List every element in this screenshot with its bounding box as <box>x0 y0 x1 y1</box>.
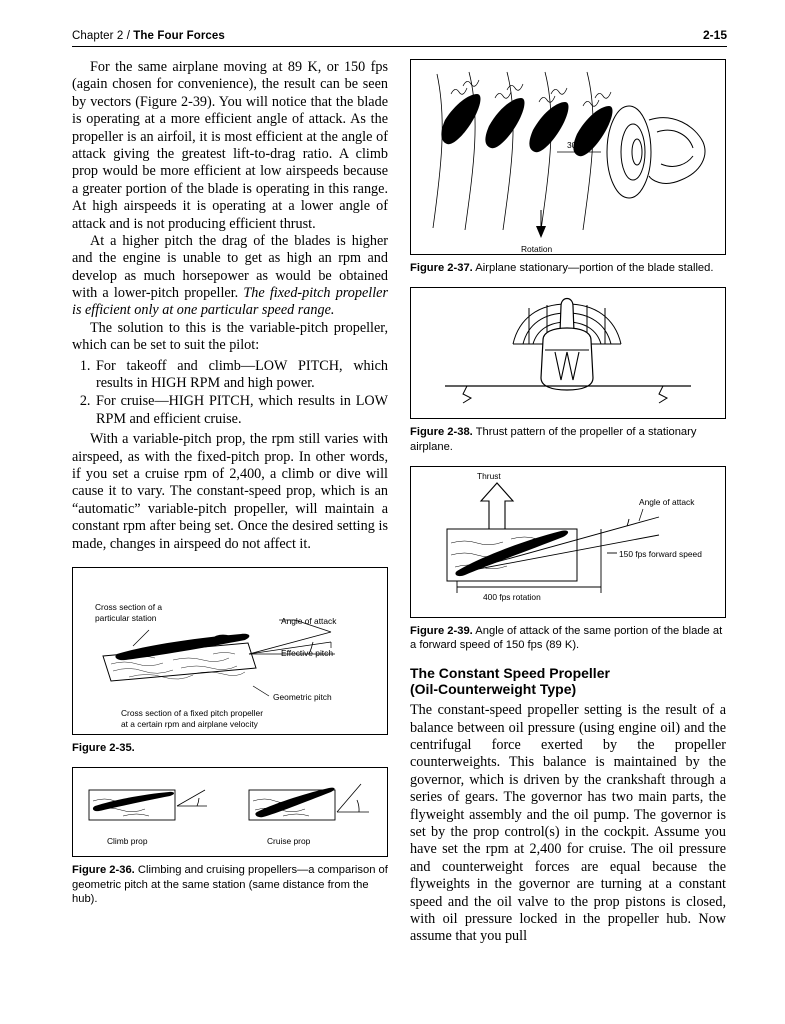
label-rotation: Rotation <box>521 244 553 254</box>
constant-speed-paragraph: The constant-speed propeller setting is the result of a balance between oil pressure (using engine oil) and the centrifugal force exerted by the propeller counterweights. This balance is maintained by the governor, which is driven by the crankshaft through a series of gears. The governor has two main parts, the flyweight assembly and the oil pump. The governor is set by the prop control(s) in the cockpit. Assume you have set the rpm at 2,400 for cruise. The oil pressure and counterweight forces are equal because the flyweights in the governor are turning at a constant speed and the oil valve to the prop pistons is closed, with oil pressure locked in the propeller hub. Now assume that you pull <box>410 702 726 945</box>
left-column <box>72 59 388 946</box>
figure-2-37-label: Figure 2-37. <box>410 262 473 274</box>
header-chapter-number: Chapter 2 / <box>72 30 130 42</box>
figure-2-35-caption <box>72 741 388 755</box>
section-heading-line2: (Oil-Counterweight Type) <box>410 681 577 698</box>
right-column <box>410 59 726 946</box>
paragraph-4: With a variable-pitch prop, the rpm still varies with airspeed, as with the fixed-pitch prop. In other words, if you set a cruise rpm of 2,400, a climb or dive will cause it to vary. The constant-speed prop, which is an “automatic” variable-pitch propeller, will maintain a constant rpm after being set. Once the desired setting is made, changes in airspeed do not affect it. <box>72 431 388 552</box>
figure-2-35-label: Figure 2-35. <box>72 741 135 754</box>
figure-2-36-caption <box>72 863 388 906</box>
label-climb-prop: Climb prop <box>107 836 148 847</box>
page-header <box>72 28 727 47</box>
label-bottom-line2: at a certain rpm and airplane velocity <box>121 718 258 729</box>
list-item: 2. For cruise—HIGH PITCH, which results in LOW RPM and efficient cruise. <box>94 393 388 428</box>
paragraph-2 <box>72 233 388 320</box>
label-rotation-speed: 400 fps rotation <box>483 591 541 602</box>
figure-2-36-label: Figure 2-36. <box>72 864 135 877</box>
label-geometric-pitch: Geometric pitch <box>273 691 332 702</box>
figure-2-38-caption <box>410 425 726 454</box>
label-thrust: Thrust <box>477 470 501 481</box>
figure-2-35-image <box>72 567 388 735</box>
paragraph-2-text: At a higher pitch the drag of the blades is higher and the engine is unable to get as high an rpm and develop as much horsepower as would be obtained with a lower-pitch propeller. <box>72 232 388 302</box>
figure-2-37-image <box>410 59 726 255</box>
figure-2-39-label: Figure 2-39. <box>410 624 473 637</box>
paragraph-1: For the same airplane moving at 89 K, or 150 fps (again chosen for convenience), the result can be seen by vectors (Figure 2-39). You will notice that the blade is operating at a more efficient angle of attack. As the propeller is an airfoil, it is most efficient at the angle of attack giving the greatest lift-to-drag ratio. A climb prop would be more efficient at low airspeeds because a greater portion of the blade is operating in this range. At high airspeeds it is operating at a lower angle of attack and is not producing efficient thrust. <box>72 59 388 232</box>
figure-2-38-image <box>410 287 726 419</box>
section-heading-line1: The Constant Speed Propeller <box>410 664 610 681</box>
figure-2-36-image <box>72 767 388 857</box>
header-chapter <box>72 30 225 42</box>
figure-2-39-text: Angle of attack of the same portion of the blade at a forward speed of 150 fps (89 K). <box>410 624 723 652</box>
figure-2-38-text: Thrust pattern of the propeller of a stationary airplane. <box>410 426 697 453</box>
label-effective-pitch: Effective pitch <box>281 647 333 658</box>
pitch-list <box>72 358 388 429</box>
section-heading <box>410 665 726 699</box>
figure-2-39-caption <box>410 624 726 653</box>
italic-emphasis: The fixed-pitch propeller is efficient only at one particular speed range. <box>72 285 388 319</box>
figure-2-37-caption <box>410 261 726 275</box>
label-forward-speed: 150 fps forward speed <box>619 548 702 559</box>
page-sheet <box>72 28 727 996</box>
two-column-layout <box>72 59 727 946</box>
paragraph-3: The solution to this is the variable-pitch propeller, which can be set to suit the pilot: <box>72 319 388 354</box>
label-angle-30: 30° <box>567 140 580 150</box>
label-bottom-line1: Cross section of a fixed pitch propeller <box>121 707 263 718</box>
label-cross-section-line1: Cross section of a <box>95 601 163 612</box>
figure-2-36-text: Climbing and cruising propellers—a comparison of geometric pitch at the same station (same distance from the hub). <box>72 864 388 905</box>
label-cruise-prop: Cruise prop <box>267 836 311 847</box>
header-chapter-title: The Four Forces <box>133 30 225 42</box>
page-number: 2-15 <box>702 28 727 42</box>
figure-2-39-image <box>410 466 726 618</box>
figure-2-37-text: Airplane stationary—portion of the blade stalled. <box>475 262 714 274</box>
label-angle-of-attack: Angle of attack <box>281 615 337 626</box>
list-item: 1. For takeoff and climb—LOW PITCH, which results in HIGH RPM and high power. <box>94 358 388 393</box>
label-angle-of-attack-39: Angle of attack <box>639 496 695 507</box>
label-cross-section-line2: particular station <box>95 612 157 623</box>
figure-2-38-label: Figure 2-38. <box>410 426 473 439</box>
